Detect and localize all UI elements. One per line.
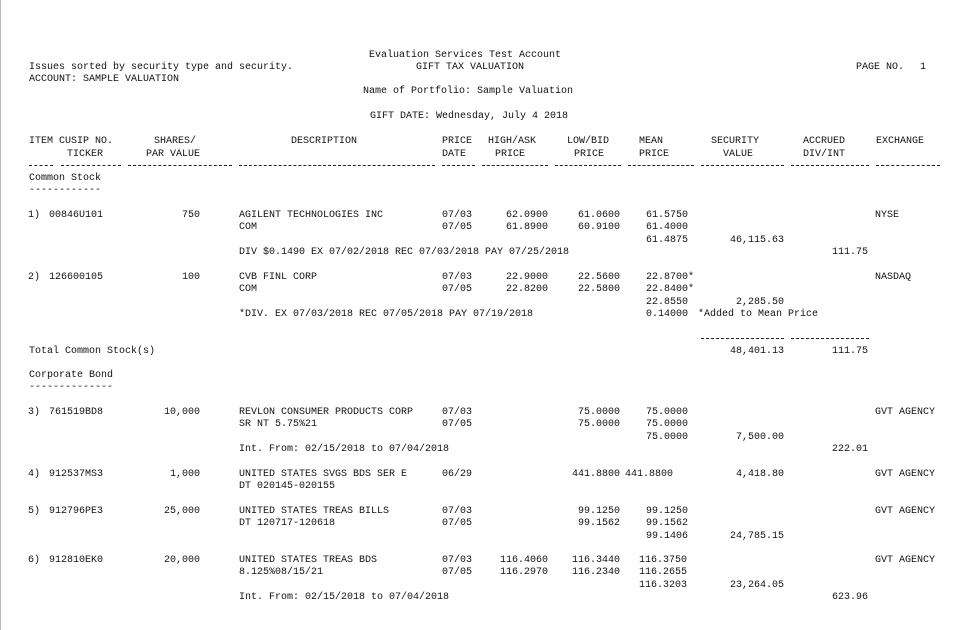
gift-date: GIFT DATE: Wednesday, July 4 2018 [370,111,569,122]
report-title: GIFT TAX VALUATION [416,62,525,73]
price-date: 07/03 [442,555,473,566]
section-underline: ------------ [29,185,102,196]
cusip: 00846U101 [49,210,104,221]
exchange: GVT AGENCY [875,407,936,418]
shares: 750 [181,210,200,221]
accrued-div-int: 222.01 [831,444,868,455]
item-number: 3) [27,407,40,418]
low-bid-price: 75.0000 [577,407,620,418]
security-value: 23,264.05 [729,580,784,591]
security-value: 4,418.80 [735,469,784,480]
mean-price: 22.8550 [646,297,689,308]
header-rule [701,165,784,166]
col-shares: SHARES/ [154,136,197,147]
shares: 10,000 [163,407,200,418]
dividend-note: DIV $0.1490 EX 07/02/2018 REC 07/03/2018 PAY 07/25/2018 [239,247,570,258]
total-accrued: 111.75 [831,346,868,357]
item-number: 2) [27,272,40,283]
price-date: 07/03 [442,407,473,418]
price-date: 07/03 [442,210,473,221]
low-bid-price: 99.1562 [577,518,620,529]
col-date: DATE [442,149,467,160]
header-rule [29,165,53,166]
low-bid-price: 116.2340 [571,567,620,578]
col-mean-price: PRICE [639,149,670,160]
mean-price: 61.4000 [646,222,689,233]
mean-price: 99.1562 [646,518,689,529]
col-high-ask: HIGH/ASK [488,136,537,147]
mean-price: 116.3203 [639,580,688,591]
dividend-note: *DIV. EX 07/03/2018 REC 07/05/2018 PAY 07/19/2018 [239,309,534,320]
col-item-cusip: ITEM CUSIP NO. [29,136,114,147]
low-bid-price: 116.3440 [571,555,620,566]
price-date: 07/05 [442,419,473,430]
price-date: 07/05 [442,518,473,529]
low-bid-price: 22.5600 [577,272,620,283]
description: AGILENT TECHNOLOGIES INC [239,210,384,221]
mean-price: 116.3750 [639,555,688,566]
page-number: 1 [920,62,927,73]
portfolio-name: Name of Portfolio: Sample Valuation [363,86,574,97]
col-div-int: DIV/INT [803,149,846,160]
col-security-value: VALUE [723,149,754,160]
description: 8.125%08/15/21 [239,567,324,578]
mean-adjustment: 0.14000 [646,309,689,320]
exchange: GVT AGENCY [875,469,936,480]
high-ask-price: 116.2970 [499,567,548,578]
exchange: NASDAQ [875,272,912,283]
price-date: 07/05 [442,284,473,295]
total-security-value: 48,401.13 [729,346,784,357]
total-rule [701,338,784,339]
low-bid-price: 441.8800 [571,469,620,480]
cusip: 761519BD8 [49,407,104,418]
col-mean: MEAN [639,136,664,147]
high-ask-price: 22.8200 [505,284,548,295]
mean-price: 99.1250 [646,506,689,517]
security-value: 7,500.00 [735,432,784,443]
item-number: 1) [27,210,40,221]
header-rule [876,165,940,166]
section-title-corporate-bond: Corporate Bond [29,370,114,381]
col-low-bid: LOW/BID [567,136,610,147]
mean-price: 75.0000 [646,432,689,443]
description: SR NT 5.75%21 [239,419,318,430]
page-left-edge [0,0,1,630]
cusip: 126600105 [49,272,104,283]
description: COM [239,222,258,233]
sort-note: Issues sorted by security type and security. [29,62,294,73]
shares: 20,000 [163,555,200,566]
price-date: 06/29 [442,469,473,480]
header-rule [482,165,548,166]
mean-price: 75.0000 [646,419,689,430]
col-exchange: EXCHANGE [876,136,925,147]
header-rule [442,165,475,166]
report-account-title: Evaluation Services Test Account [369,50,562,61]
accrued-div-int: 111.75 [831,247,868,258]
low-bid-price: 99.1250 [577,506,620,517]
description: CVB FINL CORP [239,272,318,283]
description: UNITED STATES TREAS BILLS [239,506,390,517]
item-number: 6) [27,555,40,566]
mean-price: 22.8400* [646,284,695,295]
mean-price: 116.2655 [639,567,688,578]
item-number: 5) [27,506,40,517]
security-value: 2,285.50 [735,297,784,308]
low-bid-price: 75.0000 [577,419,620,430]
interest-note: Int. From: 02/15/2018 to 07/04/2018 [239,592,450,603]
mean-adjustment-note: *Added to Mean Price [698,309,819,320]
header-rule [61,165,121,166]
high-ask-price: 61.8900 [505,222,548,233]
price-date: 07/05 [442,222,473,233]
section-title-common-stock: Common Stock [29,173,102,184]
price-date: 07/03 [442,272,473,283]
mean-price: 22.8700* [646,272,695,283]
mean-price: 99.1406 [646,531,689,542]
mean-price: 441.8800 [625,469,674,480]
page-label: PAGE NO. [856,62,905,73]
shares: 1,000 [169,469,200,480]
high-ask-price: 22.9000 [505,272,548,283]
header-rule [628,165,694,166]
mean-price: 75.0000 [646,407,689,418]
cusip: 912537MS3 [49,469,104,480]
description: DT 020145-020155 [239,481,336,492]
col-ticker: TICKER [67,149,104,160]
exchange: NYSE [875,210,900,221]
description: UNITED STATES SVGS BDS SER E [239,469,408,480]
interest-note: Int. From: 02/15/2018 to 07/04/2018 [239,444,450,455]
col-security: SECURITY [711,136,760,147]
exchange: GVT AGENCY [875,506,936,517]
description: UNITED STATES TREAS BDS [239,555,378,566]
shares: 25,000 [163,506,200,517]
cusip: 912810EK0 [49,555,104,566]
col-price: PRICE [442,136,473,147]
total-rule [791,338,869,339]
col-par-value: PAR VALUE [146,149,201,160]
total-common-stock-label: Total Common Stock(s) [29,346,156,357]
description: DT 120717-120618 [239,518,336,529]
col-accrued: ACCRUED [803,136,846,147]
security-value: 24,785.15 [729,531,784,542]
description: COM [239,284,258,295]
cusip: 912796PE3 [49,506,104,517]
account-line: ACCOUNT: SAMPLE VALUATION [29,74,180,85]
section-underline: -------------- [29,382,114,393]
accrued-div-int: 623.96 [831,592,868,603]
exchange: GVT AGENCY [875,555,936,566]
col-high-ask-price: PRICE [495,149,526,160]
header-rule [239,165,435,166]
mean-price: 61.5750 [646,210,689,221]
header-rule [555,165,621,166]
low-bid-price: 60.9100 [577,222,620,233]
high-ask-price: 62.0900 [505,210,548,221]
low-bid-price: 22.5800 [577,284,620,295]
mean-price: 61.4875 [646,235,689,246]
price-date: 07/03 [442,506,473,517]
header-rule [791,165,869,166]
col-description: DESCRIPTION [291,136,358,147]
description: REVLON CONSUMER PRODUCTS CORP [239,407,414,418]
high-ask-price: 116.4060 [499,555,548,566]
item-number: 4) [27,469,40,480]
col-low-bid-price: PRICE [574,149,605,160]
header-rule [128,165,232,166]
shares: 100 [181,272,200,283]
price-date: 07/05 [442,567,473,578]
low-bid-price: 61.0600 [577,210,620,221]
security-value: 46,115.63 [729,235,784,246]
